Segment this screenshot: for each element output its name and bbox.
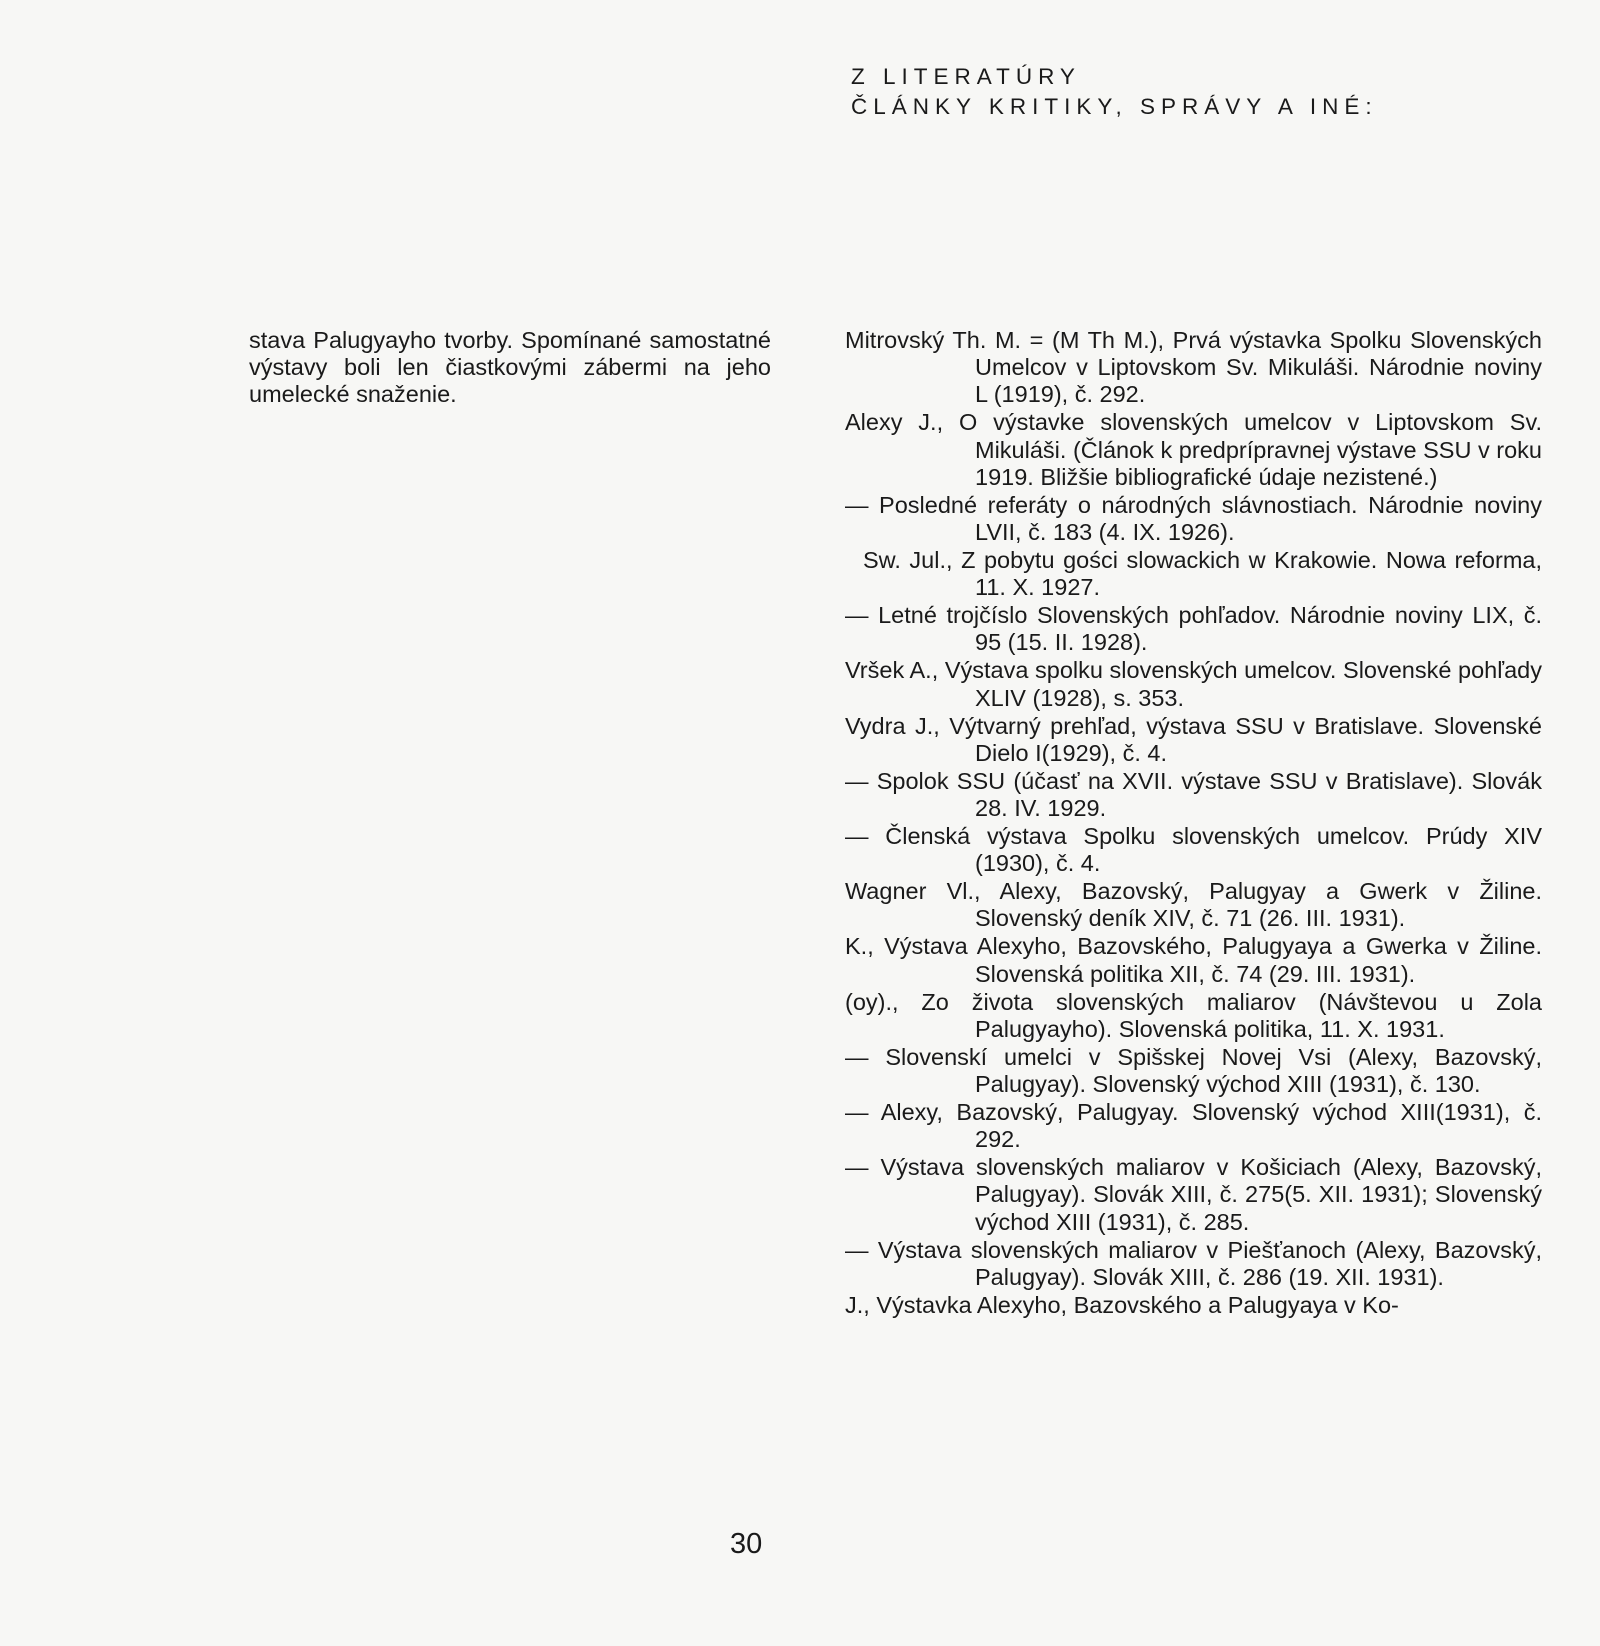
bibliography-entry: Mitrovský Th. M. = (M Th M.), Prvá výstavka Spolku Slovenských Umelcov v Liptovskom Sv. Mikuláši. Národnie noviny L (1919), č. 292. xyxy=(845,327,1542,408)
left-column-paragraph: stava Palugyayho tvorby. Spomínané samostatné výstavy boli len čiastkovými zábermi na jeho umelecké snaženie. xyxy=(249,327,771,408)
bibliography-entry: — Posledné referáty o národných slávnostiach. Národnie noviny LVII, č. 183 (4. IX. 1926). xyxy=(845,491,1542,546)
page-header xyxy=(851,62,1378,122)
bibliography-entry: — Spolok SSU (účasť na XVII. výstave SSU v Bratislave). Slovák 28. IV. 1929. xyxy=(845,767,1542,822)
bibliography-entry: — Členská výstava Spolku slovenských umelcov. Prúdy XIV (1930), č. 4. xyxy=(845,823,1542,877)
bibliography-entry: — Letné trojčíslo Slovenských pohľadov. Národnie noviny LIX, č. 95 (15. II. 1928). xyxy=(845,602,1542,656)
bibliography-entry: Wagner Vl., Alexy, Bazovský, Palugyay a Gwerk v Žiline. Slovenský deník XIV, č. 71 (26. III. 1931). xyxy=(845,878,1542,932)
header-line-1: Z LITERATÚRY xyxy=(851,64,1081,89)
left-column xyxy=(249,327,771,409)
bibliography-entry: J., Výstavka Alexyho, Bazovského a Palugyaya v Ko- xyxy=(845,1291,1399,1318)
bibliography-entry: — Výstava slovenských maliarov v Piešťanoch (Alexy, Bazovský, Palugyay). Slovák XIII, č. 286 (19. XII. 1931). xyxy=(845,1236,1542,1290)
bibliography-entry: Vršek A., Výstava spolku slovenských umelcov. Slovenské pohľady XLIV (1928), s. 353. xyxy=(845,657,1542,711)
bibliography-entry: Vydra J., Výtvarný prehľad, výstava SSU v Bratislave. Slovenské Dielo I(1929), č. 4. xyxy=(845,712,1542,766)
bibliography-entry: — Alexy, Bazovský, Palugyay. Slovenský východ XIII(1931), č. 292. xyxy=(845,1099,1542,1153)
bibliography-entry: (oy)., Zo života slovenských maliarov (Návštevou u Zola Palugyayho). Slovenská politika, 11. X. 1931. xyxy=(845,988,1542,1042)
bibliography-entry: — Slovenskí umelci v Spišskej Novej Vsi (Alexy, Bazovský, Palugyay). Slovenský východ XIII (1931), č. 130. xyxy=(845,1043,1542,1098)
bibliography-entry: Alexy J., O výstavke slovenských umelcov v Liptovskom Sv. Mikuláši. (Článok k predprípravnej výstave SSU v roku 1919. Bližšie bibliografické údaje nezistené.) xyxy=(845,409,1542,490)
header-line-2: ČLÁNKY KRITIKY, SPRÁVY A INÉ: xyxy=(851,94,1378,119)
bibliography-entry: Sw. Jul., Z pobytu gości slowackich w Krakowie. Nowa reforma, 11. X. 1927. xyxy=(863,547,1542,601)
bibliography-entry: K., Výstava Alexyho, Bazovského, Palugyaya a Gwerka v Žiline. Slovenská politika XII, č. 74 (29. III. 1931). xyxy=(845,933,1542,987)
page-number: 30 xyxy=(730,1528,763,1560)
bibliography-list xyxy=(845,327,1542,1320)
bibliography-entry: — Výstava slovenských maliarov v Košiciach (Alexy, Bazovský, Palugyay). Slovák XIII, č. 275(5. XII. 1931); Slovenský východ XIII (1931), č. 285. xyxy=(845,1154,1542,1235)
